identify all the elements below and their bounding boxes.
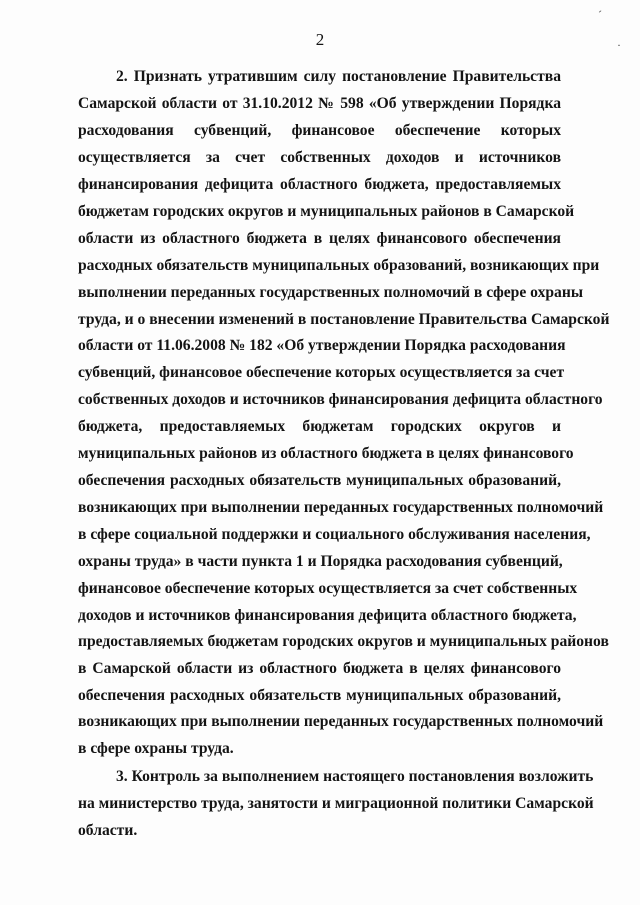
scan-speck: ˊ <box>598 8 602 22</box>
paragraph-line: области. <box>78 822 138 839</box>
paragraph-line: муниципальных районов из областного бюджета в целях финансового <box>78 445 574 462</box>
paragraph-line: в сфере охраны труда. <box>78 740 234 757</box>
paragraph-line: субвенций, финансовое обеспечение которых осуществляется за счет <box>78 364 565 381</box>
paragraph-line: в сфере социальной поддержки и социального обслуживания населения, <box>78 526 591 543</box>
page-number: 2 <box>315 30 325 49</box>
paragraph-line: обеспечения расходных обязательств муниципальных образований, <box>78 472 561 489</box>
paragraph-line: в Самарской области из областного бюджета в целях финансового <box>78 660 561 677</box>
paragraph-line: бюджета, предоставляемых бюджетам городских округов и <box>78 418 561 435</box>
paragraph-line: возникающих при выполнении переданных государственных полномочий <box>78 713 604 730</box>
paragraph-line: области из областного бюджета в целях финансового обеспечения <box>78 230 561 247</box>
paragraph-line: расходования субвенций, финансовое обеспечение которых <box>78 122 561 139</box>
paragraph-line: охраны труда» в части пункта 1 и Порядка расходования субвенций, <box>78 553 563 570</box>
paragraph-line: бюджетам городских округов и муниципальных районов в Самарской <box>78 203 575 220</box>
paragraph-line: предоставляемых бюджетам городских округов и муниципальных районов <box>78 633 609 650</box>
paragraph-line: выполнении переданных государственных полномочий в сфере охраны <box>78 284 583 301</box>
paragraph-line: финансовое обеспечение которых осуществляется за счет собственных <box>78 580 578 597</box>
paragraph-line: собственных доходов и источников финансирования дефицита областного <box>78 391 603 408</box>
paragraph-line: на министерство труда, занятости и миграционной политики Самарской <box>78 795 594 812</box>
paragraph-line: финансирования дефицита областного бюджета, предоставляемых <box>78 176 561 193</box>
scan-speck: · <box>617 38 621 52</box>
paragraph-line: обеспечения расходных обязательств муниципальных образований, <box>78 687 561 704</box>
paragraph-line: области от 11.06.2008 № 182 «Об утверждении Порядка расходования <box>78 337 566 354</box>
paragraph-line: труда, и о внесении изменений в постановление Правительства Самарской <box>78 311 610 328</box>
paragraph-line: доходов и источников финансирования дефицита областного бюджета, <box>78 607 577 624</box>
paragraph-line: расходных обязательств муниципальных образований, возникающих при <box>78 257 600 274</box>
paragraph-line: Самарской области от 31.10.2012 № 598 «Об утверждении Порядка <box>78 95 561 112</box>
paragraph-line: осуществляется за счет собственных доходов и источников <box>78 149 561 166</box>
paragraph-line: возникающих при выполнении переданных государственных полномочий <box>78 499 604 516</box>
paragraph-line: 3. Контроль за выполнением настоящего постановления возложить <box>116 768 594 785</box>
paragraph-line: 2. Признать утратившим силу постановление Правительства <box>116 68 561 85</box>
